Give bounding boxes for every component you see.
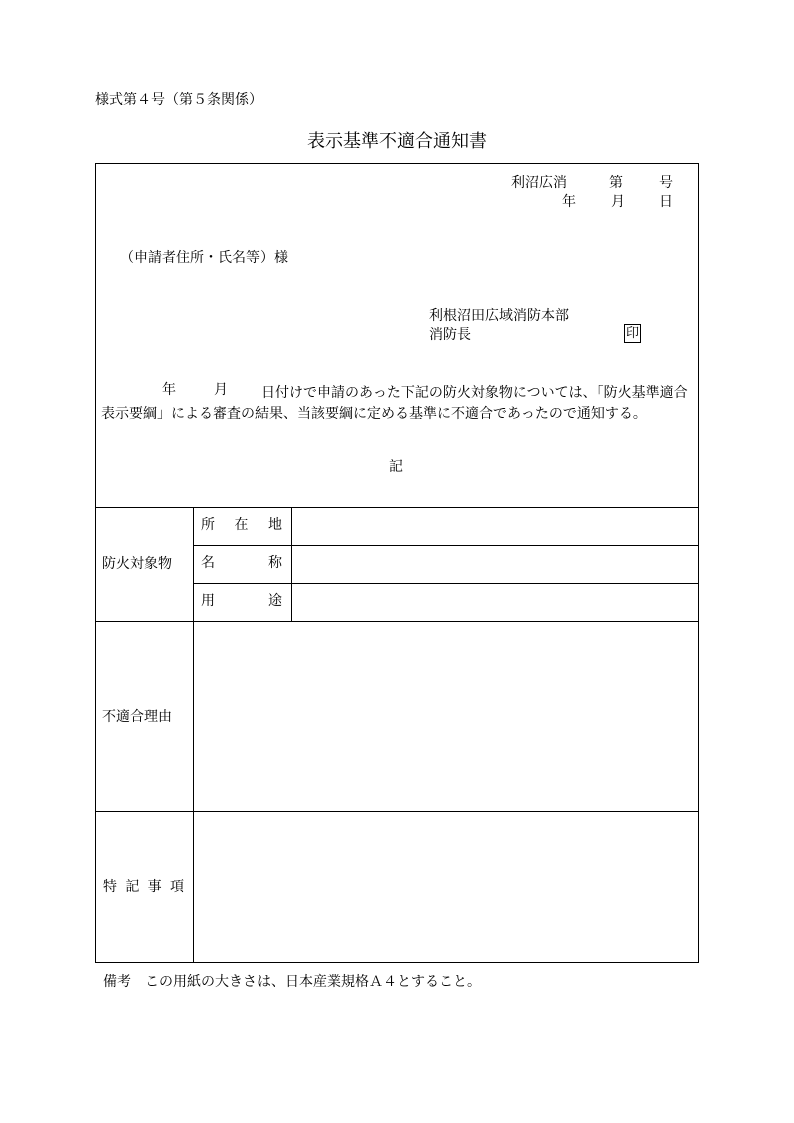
notes-label-char: 事 xyxy=(147,879,162,895)
reason-label: 不適合理由 xyxy=(102,709,172,725)
notes-label-char: 記 xyxy=(125,879,140,895)
issuer-organization: 利根沼田広域消防本部 xyxy=(429,308,569,324)
document-title: 表示基準不適合通知書 xyxy=(307,131,487,152)
address-label xyxy=(201,518,282,532)
body-date-year: 年 xyxy=(162,382,176,398)
label-column-divider xyxy=(193,507,194,963)
object-label: 防火対象物 xyxy=(102,556,172,572)
row-divider-1 xyxy=(193,545,699,546)
address-label-char: 在 xyxy=(234,517,249,533)
name-label-char: 名 xyxy=(201,555,215,571)
form-number: 様式第４号（第５条関係） xyxy=(95,92,263,108)
date-year-label: 年 xyxy=(562,194,576,210)
use-label-char: 用 xyxy=(201,593,215,609)
table-top-line xyxy=(95,507,699,508)
object-section-bottom xyxy=(95,621,699,622)
issuer-title: 消防長 xyxy=(429,327,471,343)
addressee: （申請者住所・氏名等）様 xyxy=(120,250,288,266)
remark: 備考 この用紙の大きさは、日本産業規格Ａ４とすること。 xyxy=(103,974,481,990)
use-label xyxy=(201,594,282,608)
use-label-char: 途 xyxy=(268,593,282,609)
address-label-char: 地 xyxy=(268,517,282,533)
form-frame xyxy=(95,163,699,963)
office-code: 利沼広消 xyxy=(511,175,567,191)
address-label-char: 所 xyxy=(201,517,215,533)
sublabel-column-divider xyxy=(291,507,292,621)
reason-section-bottom xyxy=(95,811,699,812)
notes-label-char: 項 xyxy=(169,879,184,895)
notes-label-char: 特 xyxy=(103,879,117,895)
number-prefix: 第 xyxy=(609,175,623,191)
body-date-month: 月 xyxy=(214,382,228,398)
date-day-label: 日 xyxy=(659,194,673,210)
notes-label xyxy=(103,880,184,894)
date-month-label: 月 xyxy=(611,194,625,210)
name-label xyxy=(201,556,282,570)
seal-mark: 印 xyxy=(625,326,639,341)
number-suffix: 号 xyxy=(659,175,673,191)
row-divider-2 xyxy=(193,583,699,584)
body-text xyxy=(101,383,695,425)
name-label-char: 称 xyxy=(268,555,282,571)
ki-mark: 記 xyxy=(389,459,403,475)
body-paragraph: 日付けで申請のあった下記の防火対象物については、「防火基準適合表示要綱」による審査の結果、当該要綱に定める基準に不適合であったので通知する。 xyxy=(101,385,688,422)
